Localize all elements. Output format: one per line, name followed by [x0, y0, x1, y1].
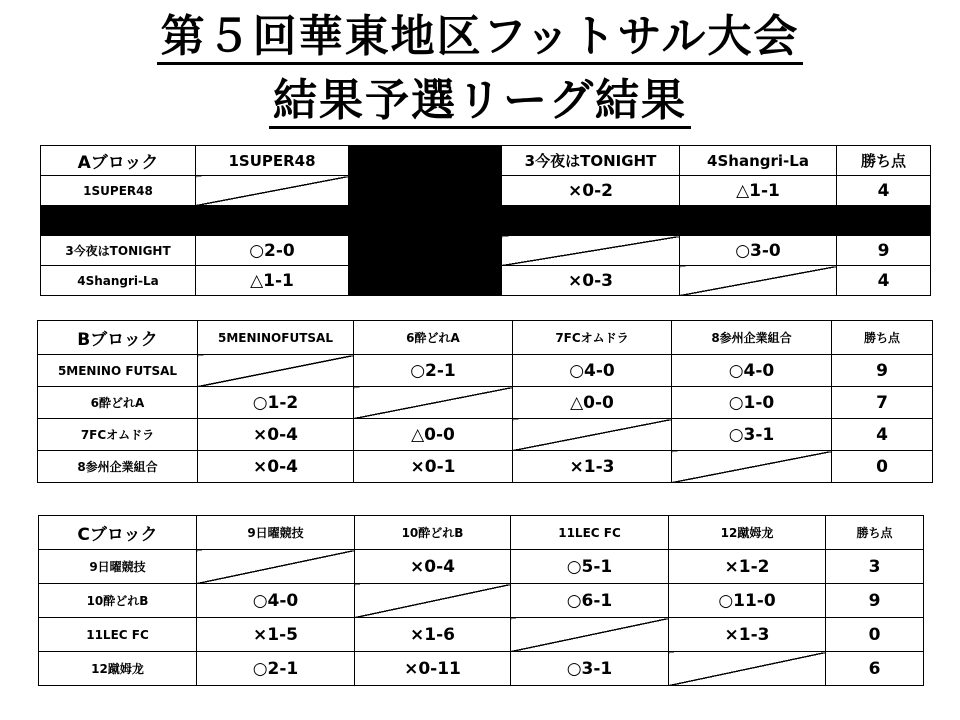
result-cell: ○2-0 [196, 236, 349, 266]
table-row [39, 550, 924, 584]
column-header-blacked [349, 146, 502, 176]
self-match-cell [680, 266, 837, 296]
row-team-name: 7FCオムドラ [38, 419, 198, 451]
row-team-name: 3今夜はTONIGHT [41, 236, 196, 266]
result-cell: △0-0 [354, 419, 513, 451]
result-cell [680, 206, 837, 236]
result-cell: ○11-0 [669, 584, 826, 618]
row-team-name: 8参州企業組合 [38, 451, 198, 483]
result-cell: ○3-1 [511, 652, 669, 686]
points-header: 勝ち点 [826, 516, 924, 550]
column-header: 7FCオムドラ [513, 321, 672, 355]
self-match-cell [349, 206, 502, 236]
table-row-blacked [41, 206, 931, 236]
self-match-cell [669, 652, 826, 686]
row-team-name: 4Shangri-La [41, 266, 196, 296]
result-cell: ○4-0 [672, 355, 832, 387]
result-cell: ○2-1 [354, 355, 513, 387]
result-cell: ○4-0 [197, 584, 355, 618]
column-header: 9日曜競技 [197, 516, 355, 550]
result-cell: ○6-1 [511, 584, 669, 618]
block-b-table [37, 320, 933, 483]
points-cell: 0 [826, 618, 924, 652]
table-row [41, 236, 931, 266]
points-header: 勝ち点 [837, 146, 931, 176]
points-cell: 9 [832, 355, 933, 387]
page-subtitle [0, 76, 960, 126]
self-match-cell [511, 618, 669, 652]
title-line-1: 第５回華東地区フットサル大会 [157, 11, 804, 65]
result-cell: ×1-3 [669, 618, 826, 652]
column-header: 8参州企業組合 [672, 321, 832, 355]
table-header-row [39, 516, 924, 550]
result-cell: ○3-0 [680, 236, 837, 266]
block-c-table [38, 515, 924, 686]
result-cell: △1-1 [196, 266, 349, 296]
self-match-cell [513, 419, 672, 451]
column-header: 10酔どれB [355, 516, 511, 550]
self-match-cell [198, 355, 354, 387]
result-cell: ×0-4 [198, 419, 354, 451]
result-cell: ○1-2 [198, 387, 354, 419]
points-cell: 7 [832, 387, 933, 419]
points-cell: 9 [826, 584, 924, 618]
self-match-cell [672, 451, 832, 483]
row-team-name: 10酔どれB [39, 584, 197, 618]
column-header: 1SUPER48 [196, 146, 349, 176]
table-row [38, 451, 933, 483]
result-cell: ×1-5 [197, 618, 355, 652]
page-title [0, 12, 960, 62]
column-header: 6酔どれA [354, 321, 513, 355]
block-label: Bブロック [38, 321, 198, 355]
block-label: Cブロック [39, 516, 197, 550]
block-label: Aブロック [41, 146, 196, 176]
title-line-2: 結果予選リーグ結果 [269, 75, 691, 129]
table-row [39, 584, 924, 618]
result-cell: ×0-11 [355, 652, 511, 686]
column-header: 11LEC FC [511, 516, 669, 550]
column-header: 4Shangri-La [680, 146, 837, 176]
table-row [38, 387, 933, 419]
result-cell [502, 206, 680, 236]
result-cell: △1-1 [680, 176, 837, 206]
row-team-name: 1SUPER48 [41, 176, 196, 206]
points-cell: 4 [837, 176, 931, 206]
points-cell: 0 [832, 451, 933, 483]
points-cell: 4 [837, 266, 931, 296]
result-cell: ×0-4 [355, 550, 511, 584]
table-row [39, 618, 924, 652]
row-team-name: 12蹴姆龙 [39, 652, 197, 686]
table-row [38, 355, 933, 387]
self-match-cell [354, 387, 513, 419]
self-match-cell [355, 584, 511, 618]
column-header: 12蹴姆龙 [669, 516, 826, 550]
result-cell: ×1-3 [513, 451, 672, 483]
row-team-name: 11LEC FC [39, 618, 197, 652]
points-cell: 3 [826, 550, 924, 584]
result-cell: ○4-0 [513, 355, 672, 387]
result-cell: ×0-3 [502, 266, 680, 296]
result-cell: ○3-1 [672, 419, 832, 451]
row-team-name [41, 206, 196, 236]
table-row [38, 419, 933, 451]
table-header-row [41, 146, 931, 176]
points-cell: 6 [826, 652, 924, 686]
result-cell: △0-0 [513, 387, 672, 419]
points-cell [837, 206, 931, 236]
result-cell [196, 206, 349, 236]
self-match-cell [197, 550, 355, 584]
row-team-name: 9日曜競技 [39, 550, 197, 584]
result-cell [349, 176, 502, 206]
result-cell: ○1-0 [672, 387, 832, 419]
result-cell [349, 266, 502, 296]
result-cell: ×0-4 [198, 451, 354, 483]
result-cell: ×1-2 [669, 550, 826, 584]
table-row [41, 266, 931, 296]
self-match-cell [196, 176, 349, 206]
result-cell: ○2-1 [197, 652, 355, 686]
result-cell: ○5-1 [511, 550, 669, 584]
block-a-table [40, 145, 931, 296]
points-header: 勝ち点 [832, 321, 933, 355]
result-cell: ×1-6 [355, 618, 511, 652]
table-header-row [38, 321, 933, 355]
table-row [41, 176, 931, 206]
result-cell [349, 236, 502, 266]
row-team-name: 6酔どれA [38, 387, 198, 419]
column-header: 3今夜はTONIGHT [502, 146, 680, 176]
result-cell: ×0-1 [354, 451, 513, 483]
result-cell: ×0-2 [502, 176, 680, 206]
self-match-cell [502, 236, 680, 266]
table-row [39, 652, 924, 686]
row-team-name: 5MENINO FUTSAL [38, 355, 198, 387]
points-cell: 4 [832, 419, 933, 451]
points-cell: 9 [837, 236, 931, 266]
column-header: 5MENINOFUTSAL [198, 321, 354, 355]
